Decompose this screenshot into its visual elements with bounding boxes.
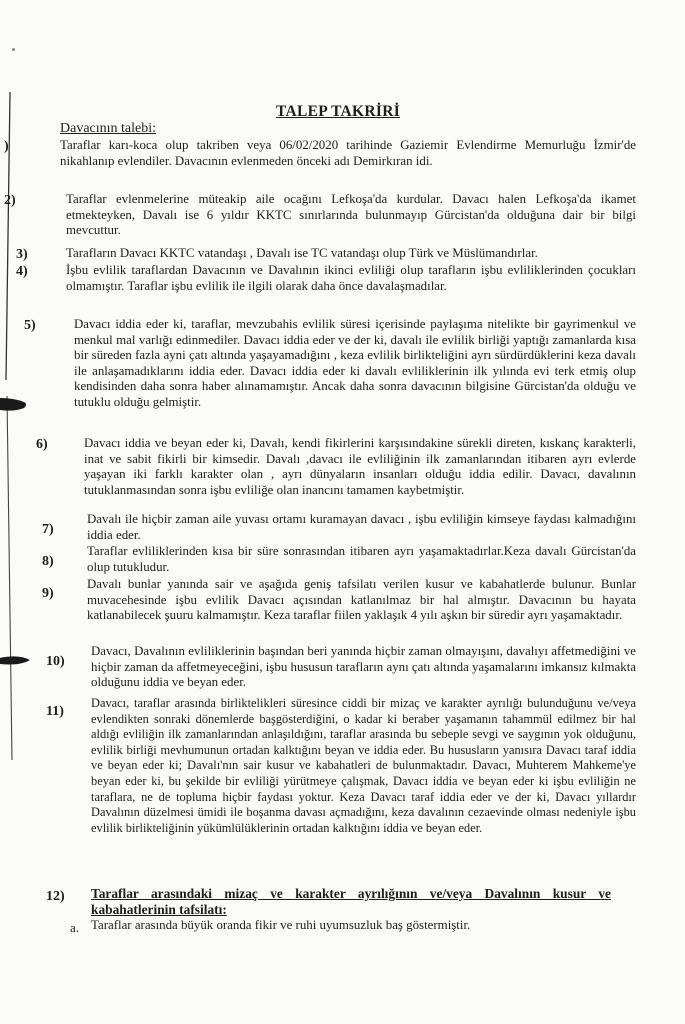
item-number: 8) — [42, 554, 54, 569]
item-number: 4) — [16, 264, 28, 279]
item-text: Davacı, taraflar arasında birliktelikleri süresince ciddi bir mizaç ve karakter ayrılığı bulunduğunu ve/veya evlendikten sonraki dönemlerde başgösterdiğini, o kadar ki beraber yaşamanın tahammül edilmez bir hal aldığı evliliğin ilk zamanlarından anlaşıldığını, taraflar arasında bu sebeple sevgi ve saygının yok olduğunu, evlilik birliği mevhumunun ortadan kalktığını beyan ve iddia eder. Bu hususların yanısıra Davacı taraf iddia ve beyan eder ki; Davalı'nın sair kusur ve kabahatleri de bulunmaktadır. Davacı, Muhterem Mahkeme'ye beyan eder ki, bu şekilde bir evliliği yürütmeye çalışmak, Davacı iddia ve beyan eder ki işbu evliliğin ne taraflara, ne de topluma hiçbir faydası yoktur. Keza Davacı taraf iddia eder ve der ki, Davacı yıllardır Davalının düzelmesi ümidi ile boşanma davası açmadığını, keza davalının cezaevinde olması nedeniyle işbu evlilik birlikteliğinin yükümlülüklerinin ortadan kalktığını iddia ve beyan eder. — [91, 696, 636, 835]
item-text: Davalı bunlar yanında sair ve aşağıda geniş tafsilatı verilen kusur ve kabahatlerde bulunur. Bunlar muvacehesinde işbu evlilik Davacı açısından katlanılmaz bir hal almıştır. Davacının bu hayata katlanabilecek şuuru kalmamıştır. Keza taraflar fiilen yaklaşık 4 yılı aşkın bir süredir ayrı yaşamaktadır. — [87, 577, 636, 623]
item-number: 5) — [24, 318, 36, 333]
item-text: Davalı ile hiçbir zaman aile yuvası ortamı kuramayan davacı , işbu evliliğin kimseye faydası kalmadığını iddia eder. — [87, 512, 636, 542]
item-number: ) — [4, 139, 9, 154]
item-text: Taraflar karı-koca olup takriben veya 06/02/2020 tarihinde Gaziemir Evlendirme Memurluğu İzmir'de nikahlanıp evlendiler. Davacının evlenmeden önceki adı Demirkıran idi. — [60, 138, 636, 168]
item-text: Tarafların Davacı KKTC vatandaşı , Davalı ise TC vatandaşı olup Türk ve Müslümandırlar. — [66, 246, 538, 260]
item-heading: Taraflar arasındaki mizaç ve karakter ayrılığının ve/veya Davalının kusur ve kabahatlerinin tafsilatı: — [91, 886, 611, 917]
item-text: Davacı, Davalının evliliklerinin başından beri yanında hiçbir zaman olmayışını, davalıyı affetmediğini ve hiçbir zaman da affetmeyeceğini, işbu hususun tarafların aynı çatı altında yaşamalarını imkansız kılmakta olduğunu iddia ve beyan eder. — [91, 644, 636, 690]
item-text: İşbu evlilik taraflardan Davacının ve Davalının ikinci evliliği olup tarafların işbu evliliklerinden çocukları olmamıştır. Taraflar işbu evlilik ile ilgili olarak daha önce davalaşmadılar. — [66, 263, 636, 293]
page-title: TALEP TAKRİRİ — [276, 103, 401, 120]
item-number: 6) — [36, 437, 48, 452]
item-text: Davacı iddia eder ki, taraflar, mevzubahis evlilik süresi içerisinde paylaşıma nitelikte bir gayrimenkul ve menkul mal varlığı edinmediler. Davacı iddia eder ve der ki, davalı ile evlilik birliği yaptığı zamanlarda kısa bir süreden fazla ayni çatı altında yaşayamadığını , keza evlilik birlikteliğini ayrı sürdürdüklerini keza davalı ile anlaşamadıklarını iddia eder. Davacı iddia eder ki davalı evliliklerinin ilk yılında evi terk etmiş olup kendisinden daha sonra haber alınamamıştır. Ancak daha sonra davacının bilgisine Gürcistan'da olduğu ve tutuklu olduğu gelmiştir. — [74, 317, 636, 409]
item-text: Taraflar evlenmelerine müteakip aile ocağını Lefkoşa'da kurdular. Davacı halen Lefkoşa'da ikamet etmekteyken, Davalı ise 6 yıldır KKTC sınırlarında bulunmayıp Gürcistan'da olduğuna dair bir bilgi mevcuttur. — [66, 192, 636, 238]
item-number: 2) — [4, 193, 16, 208]
item-number: 12) — [46, 889, 65, 904]
item-text: Davacı iddia ve beyan eder ki, Davalı, kendi fikirlerini karşısındakine sürekli direten, kıskanç karakterli, inat ve sabit fikirli bir kimsedir. Davalı ,davacı ile evliliğinin ilk zamanlarından itibaren ayrı evlerde yaşayan iki farklı karakter olan , ayrı dünyaların insanları olduğu iddia edilir. Davacı, davalının tutuklanmasından sonra işbu evliliğe olan inancını tamamen kaybetmiştir. — [84, 436, 636, 497]
item-text: Taraflar evliliklerinden kısa bir süre sonrasından itibaren ayrı yaşamaktadırlar.Keza davalı Gürcistan'da olup tutukludur. — [87, 544, 636, 574]
item-number: 10) — [46, 654, 65, 669]
item-number: 9) — [42, 586, 54, 601]
section-subtitle: Davacının talebi: — [60, 121, 157, 136]
item-number: 7) — [42, 522, 54, 537]
sub-item-letter: a. — [70, 920, 80, 935]
sub-item-text: Taraflar arasında büyük oranda fikir ve ruhi uyumsuzluk baş göstermiştir. — [91, 918, 471, 932]
item-number: 3) — [16, 247, 28, 262]
item-number: 11) — [46, 704, 64, 719]
